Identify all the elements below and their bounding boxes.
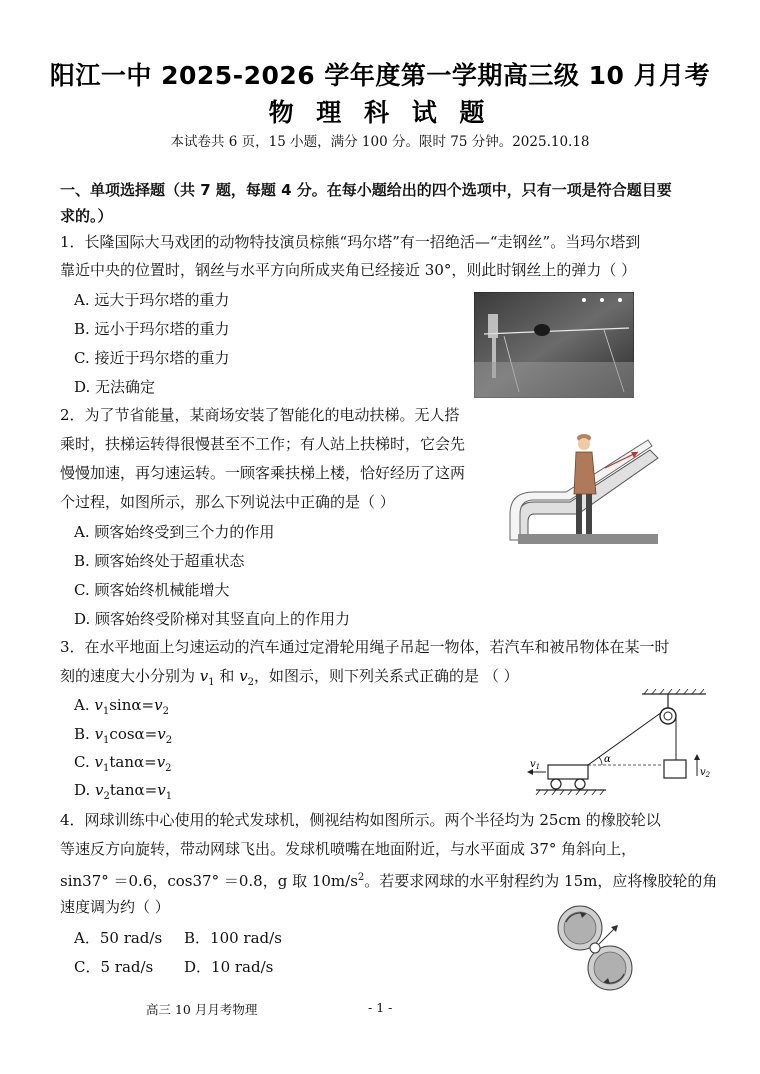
exam-info: 本试卷共 6 页，15 小题，满分 100 分。限时 75 分钟。2025.10.18 <box>170 134 590 150</box>
q3-option-c[interactable]: C. $v_1\tan\alpha=v_2$ <box>74 753 172 774</box>
section-heading-line2: 求的。） <box>60 207 113 225</box>
q1-option-c[interactable]: C. 接近于玛尔塔的重力 <box>74 349 230 367</box>
bear-tightrope-photo <box>474 292 634 398</box>
q1-line1: 1．长隆国际大马戏团的动物特技演员棕熊“玛尔塔”有一招绝活—“走钢丝”。当玛尔塔到 <box>60 233 641 251</box>
q1-line2: 靠近中央的位置时，钢丝与水平方向所成夹角已经接近 30°，则此时钢丝上的弹力（ ） <box>60 261 637 279</box>
q3-line2: 刻的速度大小分别为 $v_1$ 和 $v_2$，如图示，则下列关系式正确的是 （ ） <box>60 667 519 688</box>
q4-option-c[interactable]: C．5 rad/s <box>74 958 154 976</box>
q3-option-d[interactable]: D. $v_2\tan\alpha=v_1$ <box>74 781 173 802</box>
q1-option-a[interactable]: A. 远大于玛尔塔的重力 <box>74 291 230 309</box>
q3-line1: 3．在水平地面上匀速运动的汽车通过定滑轮用绳子吊起一物体，若汽车和被吊物体在某一时 <box>60 638 670 656</box>
footer-page-number: - 1 - <box>368 1000 393 1015</box>
q4-line4: 速度调为约（ ） <box>60 898 170 916</box>
alpha-label: α <box>604 754 611 765</box>
q2-line3: 慢慢加速，再匀速运转。一顾客乘扶梯上楼，恰好经历了这两 <box>60 464 466 482</box>
q4-line2: 等速反方向旋转，带动网球飞出。发球机喷嘴在地面附近，与水平面成 37° 角斜向上， <box>60 840 637 858</box>
v2-label: $v_2$ <box>700 767 711 779</box>
q2-option-d[interactable]: D. 顾客始终受阶梯对其竖直向上的作用力 <box>74 610 351 628</box>
ball-launcher-figure <box>556 902 646 994</box>
q2-line1: 2．为了节省能量，某商场安装了智能化的电动扶梯。无人搭 <box>60 406 460 424</box>
q2-option-c[interactable]: C. 顾客始终机械能增大 <box>74 581 230 599</box>
q4-line1: 4．网球训练中心使用的轮式发球机，侧视结构如图所示。两个半径均为 25cm 的橡胶轮以 <box>60 811 661 829</box>
q4-option-a[interactable]: A．50 rad/s <box>74 929 163 947</box>
q4-line3: sin37° ＝0.6，cos37° ＝0.8，g 取 $10m/s^2$。若要求网球的水平射程约为 15m，应将橡胶轮的角 <box>60 872 718 890</box>
q3-option-a[interactable]: A. $v_1\sin\alpha=v_2$ <box>74 696 169 717</box>
q3-option-b[interactable]: B. $v_1\cos\alpha=v_2$ <box>74 725 173 746</box>
pulley-car-figure <box>526 688 716 806</box>
v1-label: $v_1$ <box>530 759 541 771</box>
q4-option-d[interactable]: D．10 rad/s <box>184 958 274 976</box>
escalator-figure <box>500 422 660 552</box>
q1-option-b[interactable]: B. 远小于玛尔塔的重力 <box>74 320 230 338</box>
footer-exam-name: 高三 10 月月考物理 <box>146 1002 258 1017</box>
q2-line4: 个过程，如图所示，那么下列说法中正确的是（ ） <box>60 493 395 511</box>
exam-title: 阳江一中 2025-2026 学年度第一学期高三级 10 月月考 <box>49 61 711 90</box>
subject-title: 物 理 科 试 题 <box>268 98 492 127</box>
section-heading-line1: 一、单项选择题（共 7 题，每题 4 分。在每小题给出的四个选项中，只有一项是符合题目要 <box>60 181 672 199</box>
q2-option-a[interactable]: A. 顾客始终受到三个力的作用 <box>74 523 275 541</box>
q2-line2: 乘时，扶梯运转得很慢甚至不工作；有人站上扶梯时，它会先 <box>60 435 466 453</box>
q4-option-b[interactable]: B．100 rad/s <box>184 929 282 947</box>
q2-option-b[interactable]: B. 顾客始终处于超重状态 <box>74 552 245 570</box>
q1-option-d[interactable]: D. 无法确定 <box>74 378 156 396</box>
